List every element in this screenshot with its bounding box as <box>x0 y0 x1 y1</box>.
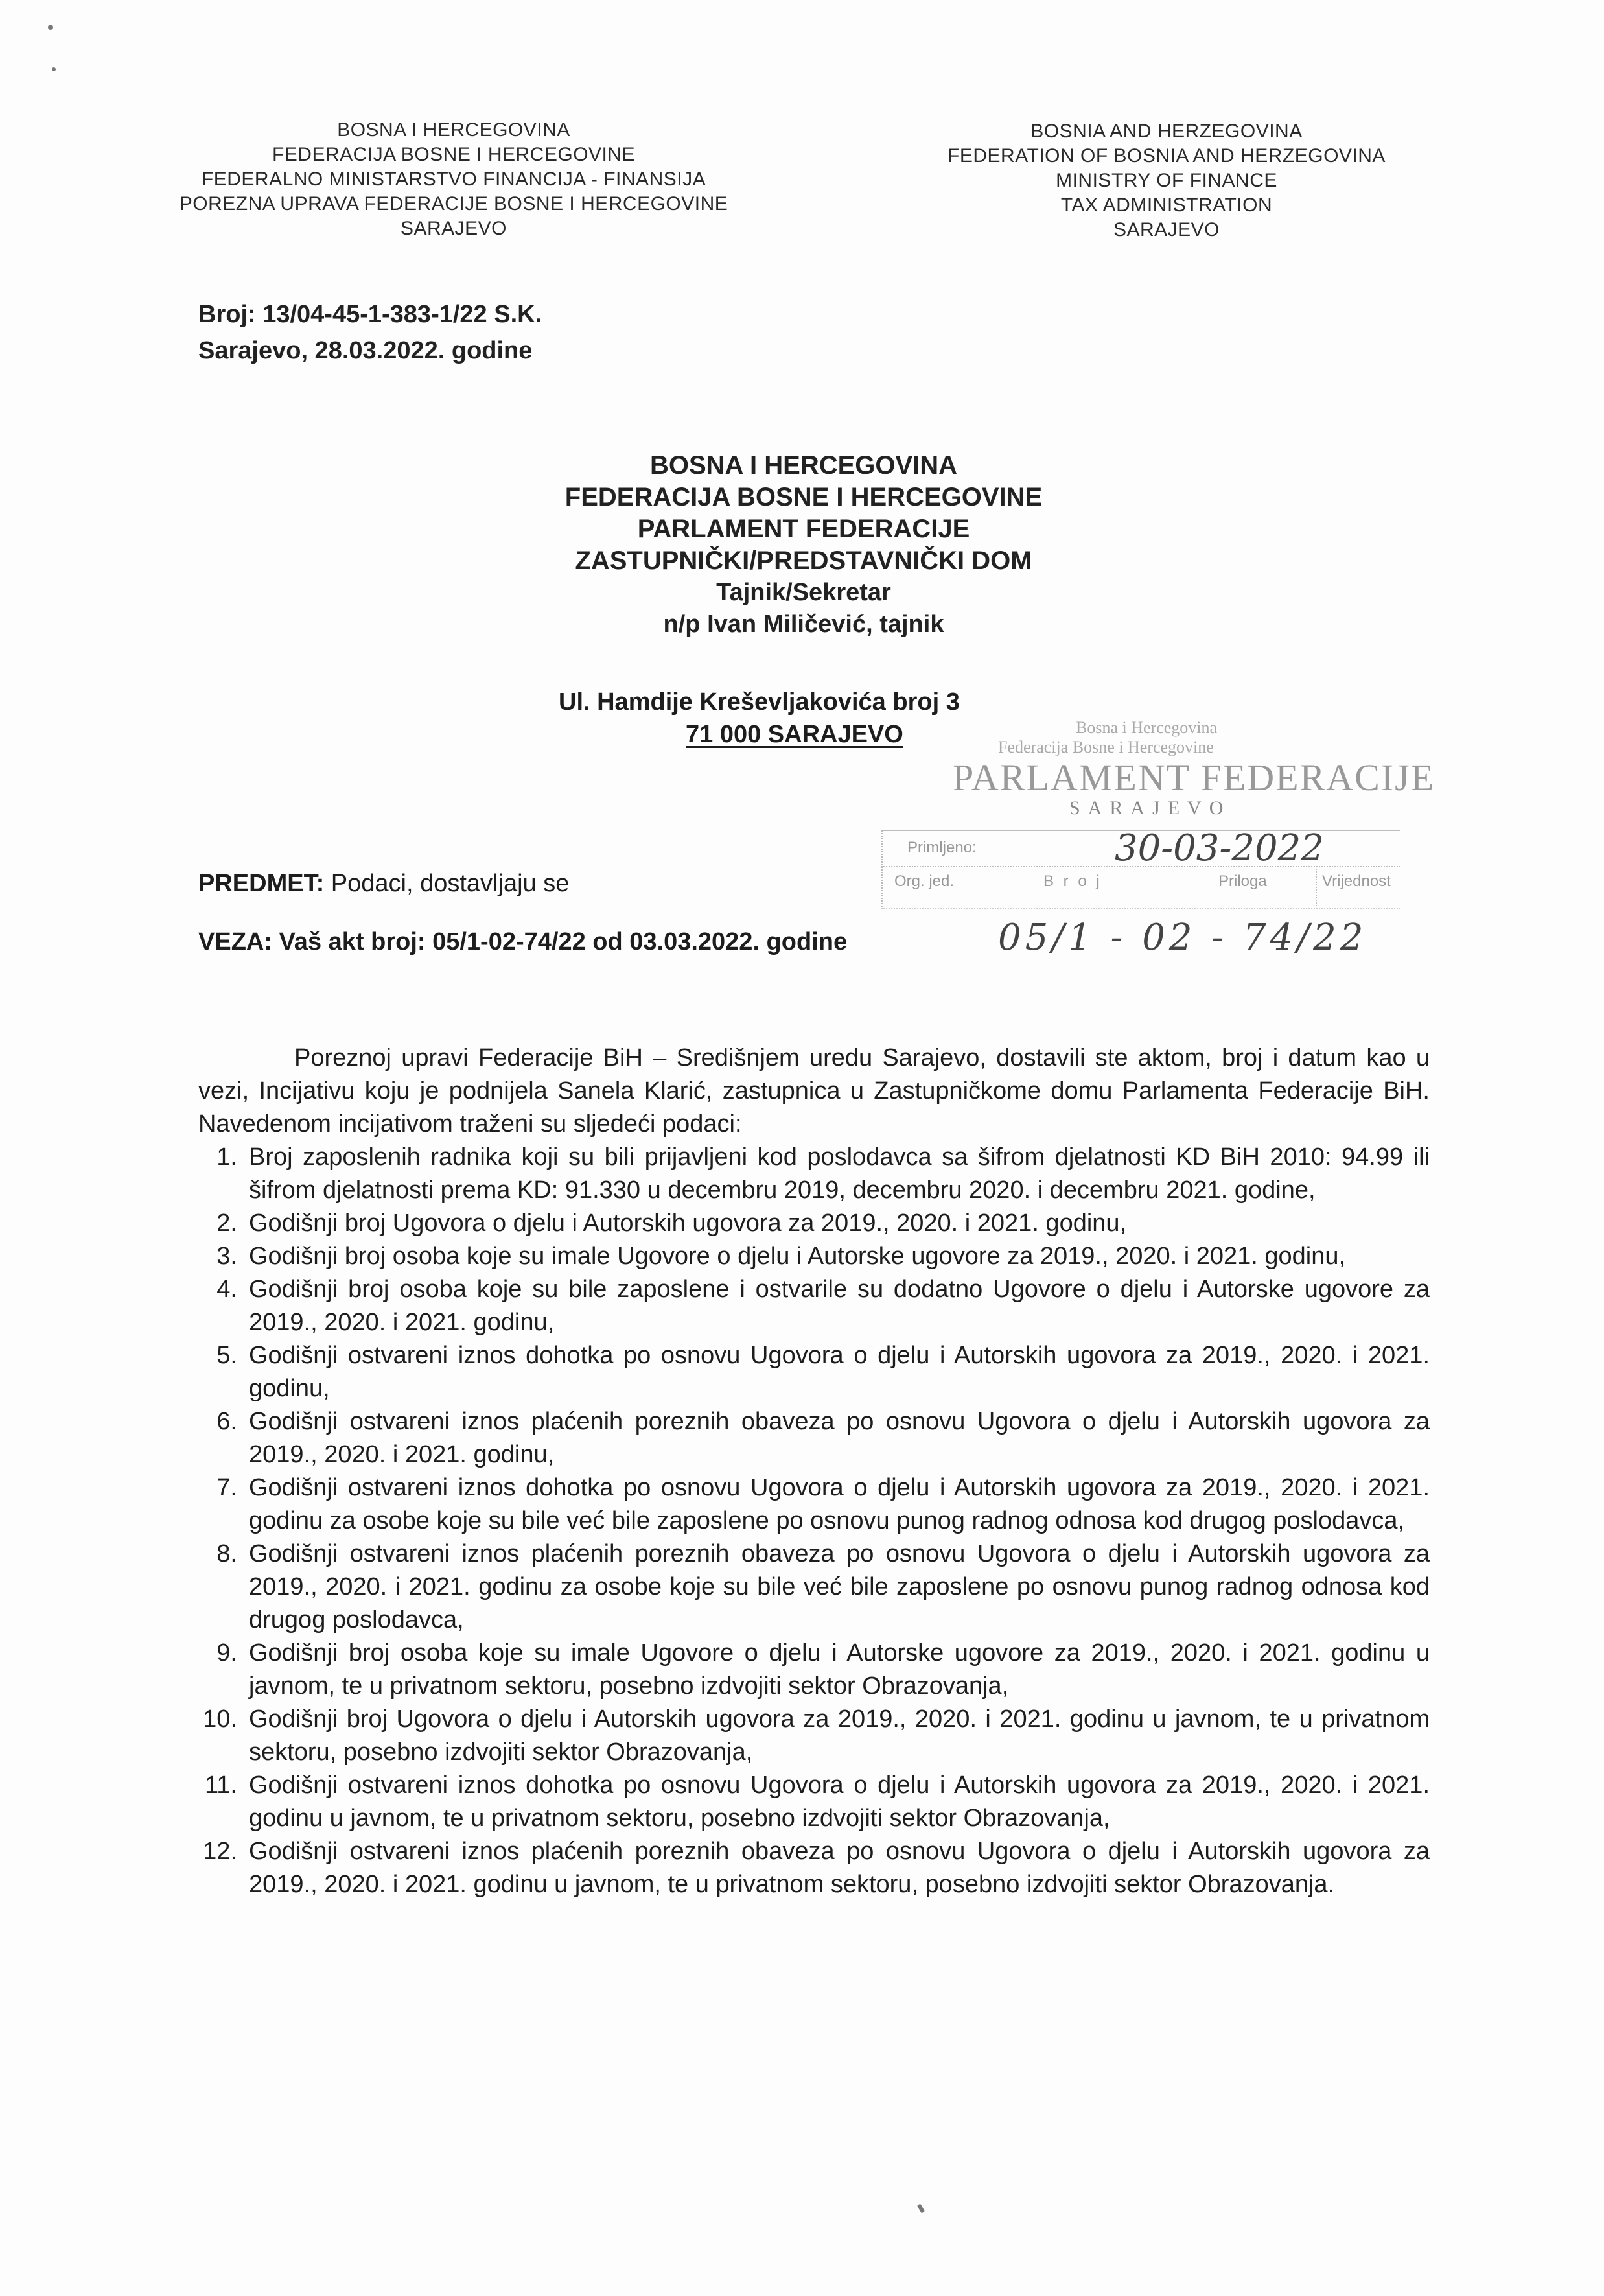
list-item <box>198 1207 1430 1240</box>
stamp-line: Bosna i Hercegovina <box>1076 718 1218 737</box>
list-item-number: 5. <box>216 1342 237 1369</box>
list-item-number: 11. <box>204 1772 237 1799</box>
letterhead-line: BOSNIA AND HERZEGOVINA <box>1030 121 1303 142</box>
scan-mark <box>917 2203 925 2213</box>
stamp-received-label: Primljeno: <box>907 839 977 856</box>
list-item <box>198 1835 1430 1901</box>
list-item-text: Godišnji ostvareni iznos plaćenih poreznih obaveza po osnovu Ugovora o djelu i Autorskih ugovora za 2019., 2020. i 2021. godinu u javnom, te u privatnom sektoru, posebno izdvojiti sektor Obrazovanja. <box>249 1838 1430 1898</box>
stamp-table <box>881 827 1400 909</box>
list-item-text: Godišnji broj Ugovora o djelu i Autorskih ugovora za 2019., 2020. i 2021. godinu u javnom, te u privatnom sektoru, posebno izdvojiti sektor Obrazovanja, <box>249 1705 1430 1766</box>
list-item-number: 7. <box>216 1474 237 1501</box>
list-item-number: 10. <box>203 1705 237 1733</box>
subject-label: PREDMET: <box>198 870 325 897</box>
list-item-text: Godišnji ostvareni iznos dohotka po osnovu Ugovora o djelu i Autorskih ugovora za 2019., 2020. i 2021. godinu, <box>249 1342 1430 1402</box>
list-item-text: Godišnji broj osoba koje su imale Ugovore o djelu i Autorske ugovore za 2019., 2020. i 2021. godinu u javnom, te u privatnom sektoru, posebno izdvojiti sektor Obrazovanja, <box>249 1639 1430 1700</box>
stamp-col-attachments: Priloga <box>1218 873 1267 890</box>
letterhead-right <box>868 119 1465 242</box>
stamp-line: Federacija Bosne i Hercegovine <box>998 738 1214 756</box>
list-item <box>198 1240 1430 1273</box>
recipient-line: BOSNA I HERCEGOVINA <box>649 451 958 480</box>
list-item <box>198 1637 1430 1703</box>
list-item-text: Broj zaposlenih radnika koji su bili prijavljeni kod poslodavca sa šifrom djelatnosti KD BiH 2010: 94.99 ili šifrom djelatnosti prema KD: 91.330 u decembru 2019, decembru 2020. i decembru 2021. godine, <box>249 1143 1430 1204</box>
recipient-block <box>415 450 1192 640</box>
letterhead-line: TAX ADMINISTRATION <box>1060 194 1273 216</box>
stamp-parliament: PARLAMENT FEDERACIJE <box>953 756 1435 799</box>
list-item-text: Godišnji ostvareni iznos plaćenih poreznih obaveza po osnovu Ugovora o djelu i Autorskih ugovora za 2019., 2020. i 2021. godinu, <box>249 1408 1430 1468</box>
list-item-text: Godišnji ostvareni iznos dohotka po osnovu Ugovora o djelu i Autorskih ugovora za 2019., 2020. i 2021. godinu za osobe koje su bile već bile zaposlene po osnovu punog radnog odnosa kod drugog poslodavca, <box>249 1474 1430 1534</box>
list-item-number: 8. <box>216 1540 237 1567</box>
list-item-text: Godišnji ostvareni iznos dohotka po osnovu Ugovora o djelu i Autorskih ugovora za 2019., 2020. i 2021. godinu u javnom, te u privatnom sektoru, posebno izdvojiti sektor Obrazovanja, <box>249 1772 1430 1832</box>
subject-line <box>198 870 569 898</box>
intro-paragraph: Poreznoj upravi Federacije BiH – Središnjem uredu Sarajevo, dostavili ste aktom, broj i datum kao u vezi, Incijativu koju je podnijela Sanela Klarić, zastupnica u Zastupničkome domu Parlamenta Federacije BiH. Navedenom incijativom traženi su sljedeći podaci: <box>198 1044 1430 1138</box>
recipient-line: PARLAMENT FEDERACIJE <box>637 515 970 543</box>
letterhead-line: FEDERALNO MINISTARSTVO FINANCIJA - FINANSIJA <box>201 169 706 190</box>
list-item-text: Godišnji broj osoba koje su imale Ugovore o djelu i Autorske ugovore za 2019., 2020. i 2021. godinu, <box>249 1243 1346 1270</box>
recipient-street: Ul. Hamdije Kreševljakovića broj 3 <box>559 688 960 716</box>
reference-number: Broj: 13/04-45-1-383-1/22 S.K. <box>198 301 542 328</box>
request-list <box>198 1141 1430 1901</box>
letterhead-line: MINISTRY OF FINANCE <box>1056 170 1277 191</box>
recipient-line: ZASTUPNIČKI/PREDSTAVNIČKI DOM <box>575 546 1032 575</box>
list-item <box>198 1769 1430 1835</box>
letterhead-line: BOSNA I HERCEGOVINA <box>337 119 570 141</box>
letterhead-line: FEDERATION OF BOSNIA AND HERZEGOVINA <box>947 145 1386 167</box>
stamp-received-date: 30-03-2022 <box>1115 827 1324 869</box>
recipient-line: Tajnik/Sekretar <box>716 579 891 606</box>
list-item <box>198 1339 1430 1405</box>
list-item <box>198 1405 1430 1471</box>
list-item-number: 3. <box>216 1243 237 1270</box>
reception-stamp <box>862 707 1435 1005</box>
list-item-number: 12. <box>203 1838 237 1865</box>
list-item <box>198 1471 1430 1538</box>
list-item-number: 2. <box>216 1210 237 1237</box>
list-item-number: 4. <box>216 1276 237 1303</box>
subject-text: Podaci, dostavljaju se <box>324 870 570 897</box>
stamp-handwritten-number: 05/1 - 02 - 74/22 <box>998 917 1367 959</box>
letterhead-line: SARAJEVO <box>1113 219 1220 240</box>
stamp-col-org: Org. jed. <box>894 873 955 890</box>
list-item-text: Godišnji broj osoba koje su bile zaposlene i ostvarile su dodatno Ugovore o djelu i Autorske ugovore za 2019., 2020. i 2021. godinu, <box>249 1276 1430 1336</box>
list-item <box>198 1141 1430 1207</box>
list-item-number: 9. <box>216 1639 237 1667</box>
list-item-number: 1. <box>216 1143 237 1171</box>
letterhead-line: FEDERACIJA BOSNE I HERCEGOVINE <box>272 144 636 165</box>
list-item-text: Godišnji ostvareni iznos plaćenih poreznih obaveza po osnovu Ugovora o djelu i Autorskih ugovora za 2019., 2020. i 2021. godinu za osobe koje su bile već bile zaposlene po osnovu punog radnog odnosa kod drugog poslodavca, <box>249 1540 1430 1634</box>
stamp-col-value: Vrijednost <box>1322 873 1391 890</box>
recipient-city: 71 000 SARAJEVO <box>686 721 903 748</box>
scan-mark <box>48 25 53 30</box>
reference-date: Sarajevo, 28.03.2022. godine <box>198 337 533 364</box>
letterhead-left <box>110 118 797 241</box>
list-item <box>198 1538 1430 1637</box>
letterhead-line: POREZNA UPRAVA FEDERACIJE BOSNE I HERCEGOVINE <box>179 193 728 215</box>
stamp-col-number: B r o j <box>1043 873 1102 890</box>
letterhead-line: SARAJEVO <box>400 218 507 239</box>
list-item <box>198 1703 1430 1769</box>
list-item-number: 6. <box>216 1408 237 1435</box>
stamp-city: SARAJEVO <box>1069 797 1231 819</box>
recipient-line: FEDERACIJA BOSNE I HERCEGOVINE <box>564 483 1043 511</box>
recipient-line: n/p Ivan Miličević, tajnik <box>663 611 944 638</box>
scan-mark <box>52 67 56 71</box>
list-item-text: Godišnji broj Ugovora o djelu i Autorskih ugovora za 2019., 2020. i 2021. godinu, <box>249 1210 1127 1237</box>
list-item <box>198 1273 1430 1339</box>
reference-link: VEZA: Vaš akt broj: 05/1-02-74/22 od 03.03.2022. godine <box>198 928 848 955</box>
